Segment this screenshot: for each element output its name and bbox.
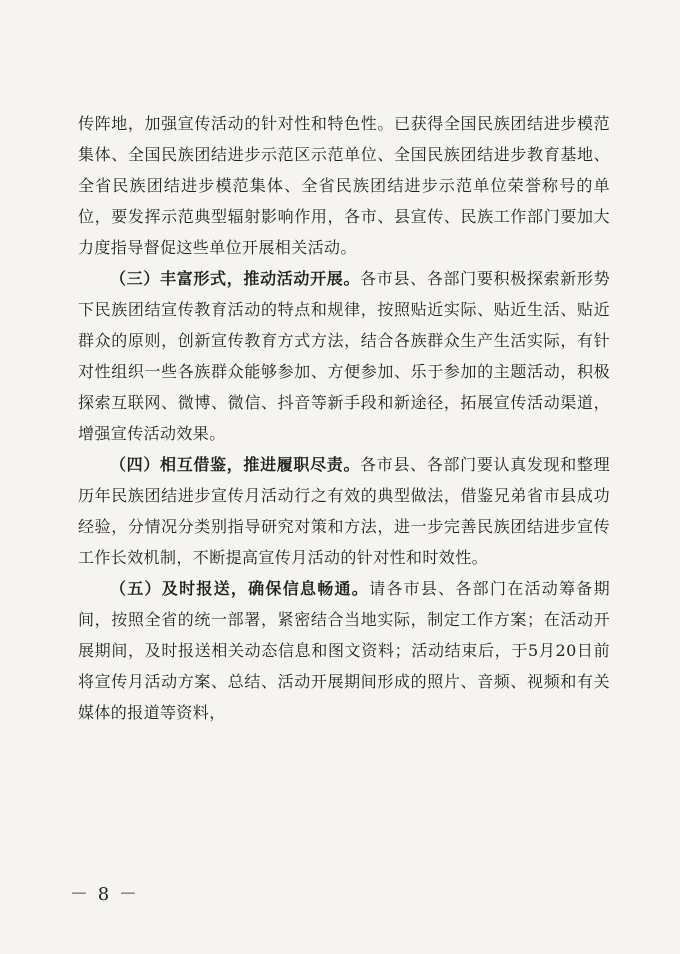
paragraph-text: 请各市县、各部门在活动筹备期间，按照全省的统一部署，紧密结合当地实际，制定工作方案；在活动开展期间，及时报送相关动态信息和图文资料；活动结束后，于5月20日前将宣传月活动方案、总结、活动开展期间形成的照片、音频、视频和有关媒体的报道等资料，	[78, 579, 610, 722]
paragraph-section-5	[78, 573, 610, 728]
paragraph-text: 各市县、各部门要认真发现和整理历年民族团结进步宣传月活动行之有效的典型做法，借鉴兄弟省市县成功经验，分情况分类别指导研究对策和方法，进一步完善民族团结进步宣传工作长效机制，不断提高宣传月活动的针对性和时效性。	[78, 455, 610, 567]
paragraph-section-3	[78, 263, 610, 449]
section-heading: （三）丰富形式，推动活动开展。	[110, 269, 361, 288]
paragraph-text: 各市县、各部门要积极探索新形势下民族团结宣传教育活动的特点和规律，按照贴近实际、贴近生活、贴近群众的原则，创新宣传教育方式方法，结合各族群众生产生活实际，有针对性组织一些各族群众能够参加、方便参加、乐于参加的主题活动，积极探索互联网、微博、微信、抖音等新手段和新途径，拓展宣传活动渠道，增强宣传活动效果。	[78, 269, 610, 443]
document-body	[78, 108, 610, 728]
section-heading: （五）及时报送，确保信息畅通。	[110, 579, 370, 598]
section-heading: （四）相互借鉴，推进履职尽责。	[110, 455, 361, 474]
paragraph-continuation	[78, 108, 610, 263]
paragraph-section-4	[78, 449, 610, 573]
paragraph-text: 传阵地，加强宣传活动的针对性和特色性。已获得全国民族团结进步模范集体、全国民族团结进步示范区示范单位、全国民族团结进步教育基地、全省民族团结进步模范集体、全省民族团结进步示范单位荣誉称号的单位，要发挥示范典型辐射影响作用，各市、县宣传、民族工作部门要加大力度指导督促这些单位开展相关活动。	[78, 114, 610, 257]
page-number: － 8 －	[70, 884, 139, 905]
